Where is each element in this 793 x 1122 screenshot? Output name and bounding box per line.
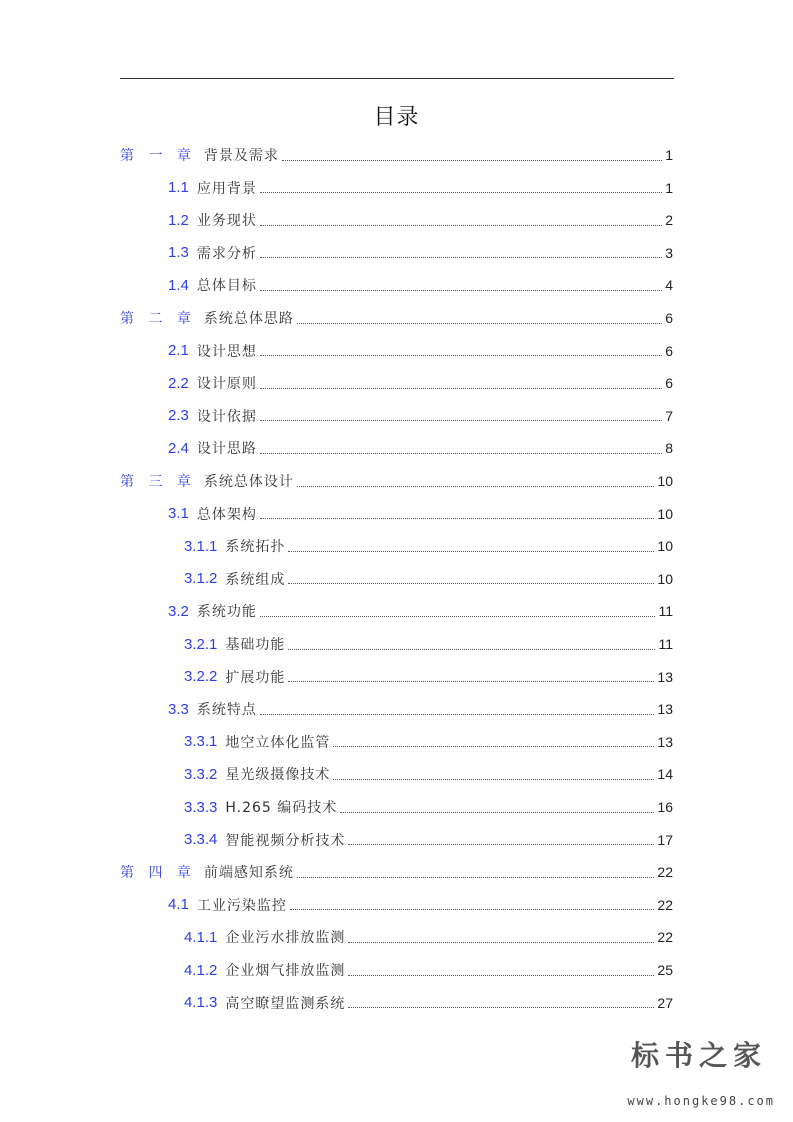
toc-entry-number: 4.1	[168, 896, 189, 914]
toc-entry-title: 高空瞭望监测系统	[225, 995, 346, 1012]
toc-entry[interactable]	[168, 889, 673, 921]
toc-entry-title: 需求分析	[196, 245, 257, 262]
toc-entry-title: 前端感知系统	[203, 865, 294, 882]
toc-entry-number: 3.2.1	[184, 635, 218, 653]
toc-dot-leader	[288, 551, 654, 552]
toc-dot-leader	[290, 909, 655, 910]
toc-entry-number: 2.3	[168, 407, 189, 425]
toc-entry-number: 2.1	[168, 342, 189, 360]
toc-entry-title: 设计思路	[196, 441, 257, 458]
toc-title: 目录	[373, 105, 420, 130]
toc-entry-number: 4.1.1	[184, 928, 218, 946]
toc-entry-page: 10	[657, 473, 673, 489]
toc-entry[interactable]	[184, 661, 673, 693]
toc-entry-title: 智能视频分析技术	[225, 832, 346, 849]
toc-entry[interactable]	[168, 498, 673, 530]
toc-entry-page: 13	[657, 668, 673, 685]
toc-dot-leader	[348, 1007, 654, 1008]
toc-entry-page: 7	[665, 407, 673, 424]
top-rule	[120, 78, 674, 79]
toc-entry-title: 系统功能	[196, 604, 257, 621]
toc-entry-title: 星光级摄像技术	[225, 767, 331, 784]
toc-entry[interactable]	[168, 595, 673, 627]
toc-entry-page: 13	[657, 733, 673, 750]
toc-dot-leader	[348, 844, 654, 845]
toc-entry-title: 企业污水排放监测	[225, 930, 346, 947]
toc-entry-title: 系统拓扑	[225, 539, 286, 556]
toc-entry-page: 16	[657, 799, 673, 815]
toc-entry-title: 企业烟气排放监测	[225, 963, 346, 979]
toc-entry-number: 3.3.4	[184, 831, 218, 849]
toc-entry[interactable]	[168, 432, 673, 464]
toc-entry[interactable]	[184, 921, 673, 953]
toc-entry-page: 13	[657, 701, 673, 718]
toc-entry-number: 1.4	[168, 276, 189, 294]
toc-entry-title: 系统总体设计	[203, 474, 294, 490]
toc-entry[interactable]	[184, 824, 673, 856]
toc-dot-leader	[297, 486, 655, 487]
toc-entry-number: 第 一 章	[120, 148, 196, 164]
toc-entry-page: 6	[665, 342, 673, 359]
toc-entry-page: 22	[657, 864, 673, 881]
toc-entry-number: 1.3	[168, 244, 189, 262]
toc-dot-leader	[260, 518, 655, 519]
toc-entry-page: 11	[658, 603, 673, 620]
toc-entry-page: 3	[665, 244, 673, 261]
toc-entry-number: 3.2.2	[184, 668, 218, 686]
toc-entry-number: 3.1	[168, 505, 189, 523]
toc-entry-title: 系统组成	[225, 571, 286, 588]
toc-entry-page: 22	[657, 896, 673, 913]
toc-entry-title: 总体目标	[196, 278, 257, 295]
toc-entry[interactable]	[184, 758, 673, 790]
toc-entry-page: 10	[657, 570, 673, 587]
toc-dot-leader	[260, 616, 656, 617]
toc-entry-title: 设计思想	[196, 343, 257, 360]
toc-dot-leader	[288, 681, 654, 682]
toc-entry-page: 10	[657, 538, 673, 555]
toc-dot-leader	[297, 877, 655, 878]
toc-entry[interactable]	[168, 269, 673, 301]
toc-dot-leader	[288, 583, 654, 584]
toc-entry-page: 22	[657, 929, 673, 946]
toc-entry[interactable]	[168, 172, 673, 204]
toc-entry-title: 业务现状	[196, 213, 257, 230]
toc-entry-number: 2.4	[168, 439, 189, 457]
toc-dot-leader	[282, 160, 662, 161]
toc-entry-title: 基础功能	[225, 637, 286, 653]
toc-entry-page: 17	[657, 831, 673, 848]
toc-entry-number: 3.1.1	[184, 537, 218, 555]
toc-entry[interactable]	[184, 628, 673, 660]
toc-entry[interactable]	[184, 563, 673, 595]
toc-entry-number: 3.2	[168, 602, 189, 620]
toc-dot-leader	[260, 290, 662, 291]
toc-entry-page: 1	[665, 179, 673, 196]
toc-entry-title: H.265 编码技术	[225, 800, 338, 816]
toc-entry-page: 6	[665, 310, 673, 326]
toc-entry-number: 4.1.3	[184, 994, 218, 1012]
toc-entry-page: 4	[665, 277, 673, 294]
toc-entry-title: 应用背景	[196, 180, 257, 197]
toc-entry-number: 1.1	[168, 179, 189, 197]
toc-entry-number: 第 二 章	[120, 311, 196, 327]
toc-entry[interactable]	[120, 465, 673, 497]
toc-entry-title: 背景及需求	[203, 148, 279, 164]
toc-entry-number: 第 四 章	[120, 865, 196, 882]
toc-dot-leader	[333, 779, 654, 780]
toc-entry[interactable]	[120, 302, 673, 334]
toc-entry-number: 3.3.3	[184, 798, 218, 816]
toc-dot-leader	[260, 355, 662, 356]
toc-entry-title: 设计原则	[196, 376, 257, 393]
toc-entry-number: 3.3	[168, 700, 189, 718]
toc-entry-title: 工业污染监控	[196, 897, 287, 914]
toc-entry-title: 设计依据	[196, 408, 257, 425]
toc-entry-number: 3.1.2	[184, 570, 218, 588]
toc-entry[interactable]	[184, 954, 673, 986]
toc-dot-leader	[260, 388, 662, 389]
toc-dot-leader	[333, 746, 654, 747]
toc-entry-number: 1.2	[168, 211, 189, 229]
toc-entry-page: 10	[657, 505, 673, 522]
toc-entry-title: 总体架构	[196, 506, 257, 523]
toc-entry[interactable]	[168, 693, 673, 725]
toc-dot-leader	[260, 225, 662, 226]
toc-entry-number: 4.1.2	[184, 961, 218, 979]
toc-entry-title: 地空立体化监管	[225, 734, 331, 751]
toc-entry-title: 扩展功能	[225, 669, 286, 686]
toc-entry[interactable]	[120, 139, 673, 171]
toc-entry[interactable]	[168, 237, 673, 269]
toc-entry[interactable]	[184, 726, 673, 758]
toc-dot-leader	[288, 649, 655, 650]
toc-entry[interactable]	[168, 204, 673, 236]
toc-entry-page: 25	[657, 962, 673, 978]
toc-dot-leader	[348, 942, 654, 943]
toc-dot-leader	[340, 812, 654, 813]
toc-entry-page: 14	[657, 766, 673, 783]
toc-dot-leader	[260, 453, 662, 454]
toc-dot-leader	[260, 420, 662, 421]
toc-entry-page: 1	[665, 147, 673, 163]
toc-entry[interactable]	[168, 400, 673, 432]
toc-dot-leader	[348, 975, 654, 976]
toc-entry-title: 系统总体思路	[203, 311, 294, 327]
toc-entry-page: 8	[665, 440, 673, 457]
toc-entry-page: 27	[657, 994, 673, 1011]
toc-entry-number: 3.3.1	[184, 733, 218, 751]
toc-entry-page: 6	[665, 375, 673, 392]
toc-dot-leader	[260, 192, 662, 193]
toc-entry-number: 3.3.2	[184, 765, 218, 783]
toc-entry-page: 11	[658, 636, 673, 652]
watermark-logo: 标书之家	[630, 1039, 767, 1072]
toc-dot-leader	[260, 714, 655, 715]
toc-entry[interactable]	[184, 791, 673, 823]
toc-entry-page: 2	[665, 212, 673, 229]
toc-dot-leader	[297, 323, 662, 324]
toc-entry[interactable]	[168, 367, 673, 399]
toc-entry[interactable]	[168, 335, 673, 367]
toc-entry[interactable]	[184, 530, 673, 562]
toc-entry[interactable]	[120, 856, 673, 888]
toc-dot-leader	[260, 257, 662, 258]
watermark-url: www.hongke98.com	[627, 1094, 775, 1108]
toc-entry[interactable]	[184, 987, 673, 1019]
toc-entry-number: 2.2	[168, 374, 189, 392]
toc-entry-number: 第 三 章	[120, 474, 196, 490]
toc-entry-title: 系统特点	[196, 702, 257, 719]
